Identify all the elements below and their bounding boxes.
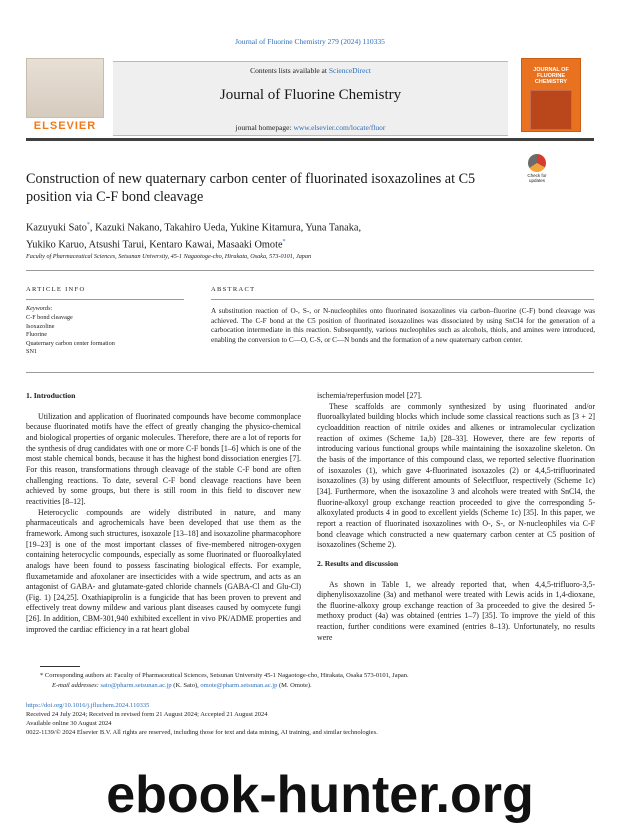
email-link-sato[interactable]: sato@pharm.setsunan.ac.jp — [100, 682, 172, 689]
abstract-rule — [211, 299, 594, 300]
watermark-text: ebook-hunter.org — [106, 766, 534, 824]
author[interactable]: Kazuki Nakano — [95, 222, 160, 234]
contents-line — [113, 66, 508, 75]
cover-title-line-1: JOURNAL OF — [533, 67, 569, 73]
body-right-column — [317, 391, 595, 643]
homepage-prefix: journal homepage: — [235, 123, 294, 132]
keywords-label: Keywords: — [26, 305, 53, 312]
top-citation-link[interactable]: Journal of Fluorine Chemistry 279 (2024) 110335 — [235, 37, 385, 46]
email-link-omote[interactable]: omote@pharm.setsunan.ac.jp — [200, 682, 278, 689]
email-label: E-mail addresses: — [52, 682, 101, 689]
received-dates: Received 24 July 2024; Received in revised form 21 August 2024; Accepted 21 August 2024 — [26, 711, 268, 718]
results-heading: 2. Results and discussion — [317, 558, 399, 568]
email-owner: (M. Omote). — [277, 682, 312, 689]
contents-prefix: Contents lists available at — [250, 66, 329, 75]
paragraph: These scaffolds are commonly synthesized by using fluorinated and/or fluoroalkylated building blocks which include some classical reactions such as [3 + 2] cycloaddition reaction of nitrile oxides and alkenes or intramolecular cyclization reaction of oximes (Scheme 1a,b) [28–33]. However, there are few reports of introducing various functional groups while maintaining the isoxazoline skeleton. On the basis of the importance of this compound class, we reported selective fluorination of isoxazoles (1), which gave 4-fluorinated isoxazoles (2) or 4,4,5-trifluorinated isoxazolines (3) by using different amounts of Selectfluor, respectively (Scheme 1c) [34]. Furthermore, when the isoxazoline 3 and alcohols were treated with SnCl4, the fluorine-alkoxyl group exchange reaction proceeded to give the corresponding 5-alkoxylated products 4 in good to excellent yields (Scheme 1c) [35]. In this paper, we report a reaction of fluorinated isoxazolines with O-, S-, or N-nucleophiles via C-F bond cleavage which constructed a new quaternary carbon center at C5 position of isoxazolines (Scheme 2). — [317, 401, 595, 550]
corresponding-mark[interactable]: * — [282, 239, 286, 246]
author[interactable]: Yuna Tanaka — [305, 222, 359, 234]
watermark — [60, 766, 580, 826]
header-rule — [26, 138, 594, 141]
paragraph: ischemia/reperfusion model [27]. — [317, 391, 422, 400]
body-rule — [26, 372, 594, 373]
paragraph: Heterocyclic compounds are widely distributed in nature, and many pharmaceuticals and agrochemicals have been developed that use them as the framework. Among such structures, isoxazole [13–18] and isoxazoline pharmacophore [19–23] is one of the most important classes of five-membered nitrogen-oxygen containing heterocyclic compounds, especially as some fluorinated or fluoroalkylated analogs have been found to possess fascinating biological effects. For example, fluxametamide and afoxolaner are insecticides with a wide spectrum, and acts as an antagonist of GABA- and glutamate-gated chloride channels (GABA-Cl and Glu-Cl) (Fig. 1) [24,25]. Oxathiapiprolin is a fungicide that has been proven to prevent and effectively treat downy mildew and various plant diseases caused by oomycete fungi [26]. In addition, CBM-301,940 exhibited excellent in vivo PK/ADME properties and improved the cardiac efficiency in a rat heart global — [26, 507, 301, 634]
author[interactable]: Yukiko Karuo — [26, 239, 85, 251]
author[interactable]: Masaaki Omote — [217, 239, 283, 251]
keyword: Isoxazoline — [26, 322, 55, 330]
cover-title-line-2: FLUORINE — [536, 73, 566, 79]
paragraph: Utilization and application of fluorinated compounds have become commonplace because fluorinated motifs have the effect of greatly changing the physico-chemical and biological properties of organic molecules. Therefore, there are a lot of reports for the synthesis of drug candidates with one or more C-F bonds [1–6] which is one of the most stable chemical bonds, because it has the highest bond dissociation energies [7]. For this reason, transformations through cleavage of the stable C-F bond are often challenging reactions. To date, several C-F bond cleavage reactions have been achieved by some groups, but there is still room in this field to discover new reactivities [8–12]. — [26, 411, 301, 506]
article-info-rule — [26, 299, 184, 300]
abstract-text: A substitution reaction of O-, S-, or N-nucleophiles onto fluorinated isoxazolines via carbon–fluorine (C-F) bond cleavage was achieved. The C-F bond at the C5 position of fluorinated isoxazolines was dissociated by using SnCl4 for the generation of a carbocation intermediate in this reaction. Subsequently, various nucleophiles such as alcohols, thiols, and amines were introduced, enabling the conversion to C—O, C-S, or C—N bonds and the formation of a new quaternary carbon center. — [211, 307, 595, 344]
elsevier-wordmark: ELSEVIER — [33, 120, 97, 132]
publication-info — [26, 701, 594, 737]
check-badge-text — [521, 173, 553, 183]
sciencedirect-link[interactable]: ScienceDirect — [328, 66, 371, 75]
section-gap — [317, 551, 595, 559]
introduction-heading: 1. Introduction — [26, 391, 76, 400]
author[interactable]: Kentaro Kawai — [149, 239, 212, 251]
keyword: Quaternary carbon center formation — [26, 339, 115, 347]
elsevier-logo — [26, 58, 104, 134]
email-owner: (K. Sato), — [171, 682, 201, 689]
affiliation-rule — [26, 270, 594, 271]
journal-title: Journal of Fluorine Chemistry — [219, 87, 402, 103]
elsevier-tree-image — [26, 58, 104, 118]
abstract-heading: ABSTRACT — [211, 286, 256, 293]
cover-artwork — [530, 90, 572, 130]
email-addresses — [52, 681, 600, 690]
body-left-column — [26, 391, 301, 635]
crossmark-icon — [528, 154, 546, 172]
author[interactable]: Takahiro Ueda — [164, 222, 226, 234]
footnote-rule — [40, 666, 80, 667]
cover-title — [522, 67, 580, 85]
author[interactable]: Kazuyuki Sato — [26, 222, 87, 234]
journal-cover-image — [521, 58, 581, 132]
paper-title: Construction of new quaternary carbon center of fluorinated isoxazolines at C5 position via C-F bond cleavage — [26, 171, 476, 205]
keyword: C-F bond cleavage — [26, 314, 73, 321]
keyword: Fluorine — [26, 331, 47, 339]
doi-link[interactable]: https://doi.org/10.1016/j.jfluchem.2024.110335 — [26, 702, 150, 709]
author[interactable]: Atsushi Tarui — [88, 239, 145, 251]
affiliation: Faculty of Pharmaceutical Sciences, Setsunan University, 45-1 Nagaotoge-cho, Hirakata, Osaka, 573-0101, Japan — [26, 253, 312, 260]
keyword: SN1 — [26, 348, 38, 356]
keyword-list — [26, 314, 186, 357]
author-list: Kazuyuki Sato*, Kazuki Nakano, Takahiro Ueda, Yukine Kitamura, Yuna Tanaka, Yukiko Karuo, Atsushi Tarui, Kentaro Kawai, Masaaki Omote* — [26, 222, 362, 251]
corresponding-mark[interactable]: * — [86, 222, 90, 228]
cover-title-line-3: CHEMISTRY — [534, 79, 568, 85]
article-info-heading: ARTICLE INFO — [26, 286, 86, 293]
author[interactable]: Yukine Kitamura — [229, 222, 301, 234]
available-online: Available online 30 August 2024 — [26, 720, 112, 727]
copyright-line: 0022-1139/© 2024 Elsevier B.V. All rights are reserved, including those for text and data mining, AI training, and similar technologies. — [26, 729, 378, 736]
homepage-line — [113, 123, 508, 132]
paragraph: As shown in Table 1, we already reported that, when 4,4,5-trifluoro-3,5-diphenylisoxazoline (3a) and methanol were treated with Lewis acids in 1,4-dioxane, the fluorine-alkoxy group exchange reaction of 3a proceeded to give the desired 5-methoxy product (4a) was obtained (entries 1–7) [35]. To improve the yield of this reaction, further conditions were examined (entries 8–13). Unfortunately, no results were — [317, 579, 595, 642]
journal-homepage-link[interactable]: www.elsevier.com/locate/fluor — [293, 123, 386, 132]
corresponding-author-note: * Corresponding authors at: Faculty of Pharmaceutical Sciences, Setsunan University 45-1 Nagaotoge-cho, Hirakata, Osaka 573-0101, Japan. — [40, 672, 409, 679]
check-for-updates-badge[interactable] — [521, 154, 553, 184]
check-badge-line-2: updates — [528, 178, 545, 183]
check-badge-line-1: Check for — [527, 173, 547, 178]
